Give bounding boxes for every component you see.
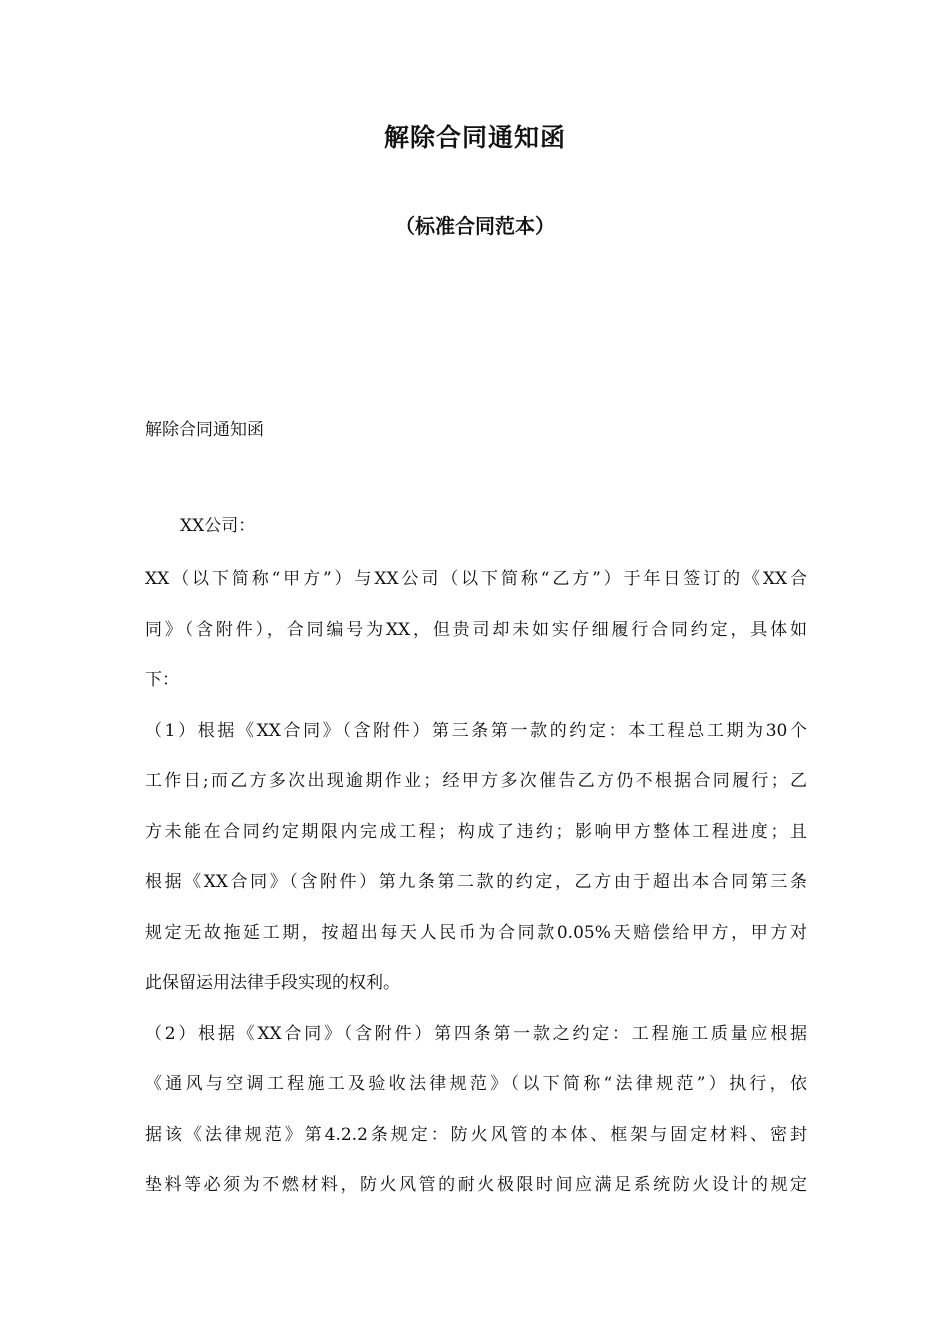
body-line: 据该《法律规范》第4.2.2条规定：防火风管的本体、框架与固定材料、密封 <box>145 1124 807 1145</box>
body-line: 工作日;而乙方多次出现逾期作业；经甲方多次催告乙方仍不根据合同履行；乙 <box>145 771 807 791</box>
body-line: 根据《XX合同》（含附件）第九条第二款的约定，乙方由于超出本合同第三条 <box>145 872 807 892</box>
body-line: 同》（含附件），合同编号为XX，但贵司却未如实仔细履行合同约定，具体如 <box>145 619 807 640</box>
body-line: （2）根据《XX合同》（含附件）第四条第一款之约定：工程施工质量应根据 <box>145 1023 807 1044</box>
document-title: 解除合同通知函 <box>383 123 566 152</box>
letter-heading: 解除合同通知函 <box>145 420 264 440</box>
addressee-line: XX公司： <box>180 516 256 536</box>
document-subtitle: （标准合同范本） <box>395 214 555 238</box>
letter-body <box>145 562 807 1219</box>
body-line: 方未能在合同约定期限内完成工程；构成了违约；影响甲方整体工程进度；且 <box>145 821 807 842</box>
body-line: （1）根据《XX合同》（含附件）第三条第一款的约定：本工程总工期为30个 <box>145 720 807 741</box>
body-line: 此保留运用法律手段实现的权利。 <box>145 973 400 993</box>
body-line: 规定无故拖延工期，按超出每天人民币为合同款0.05%天赔偿给甲方，甲方对 <box>145 922 807 943</box>
body-line: XX（以下简称“甲方”）与XX公司（以下简称“乙方”）于年日签订的《XX合 <box>145 569 807 589</box>
body-line: 垫料等必须为不燃材料，防火风管的耐火极限时间应满足系统防火设计的规定 <box>145 1175 807 1195</box>
body-line: 下： <box>145 670 179 690</box>
body-line: 《通风与空调工程施工及验收法律规范》（以下简称“法律规范”）执行，依 <box>145 1074 807 1094</box>
